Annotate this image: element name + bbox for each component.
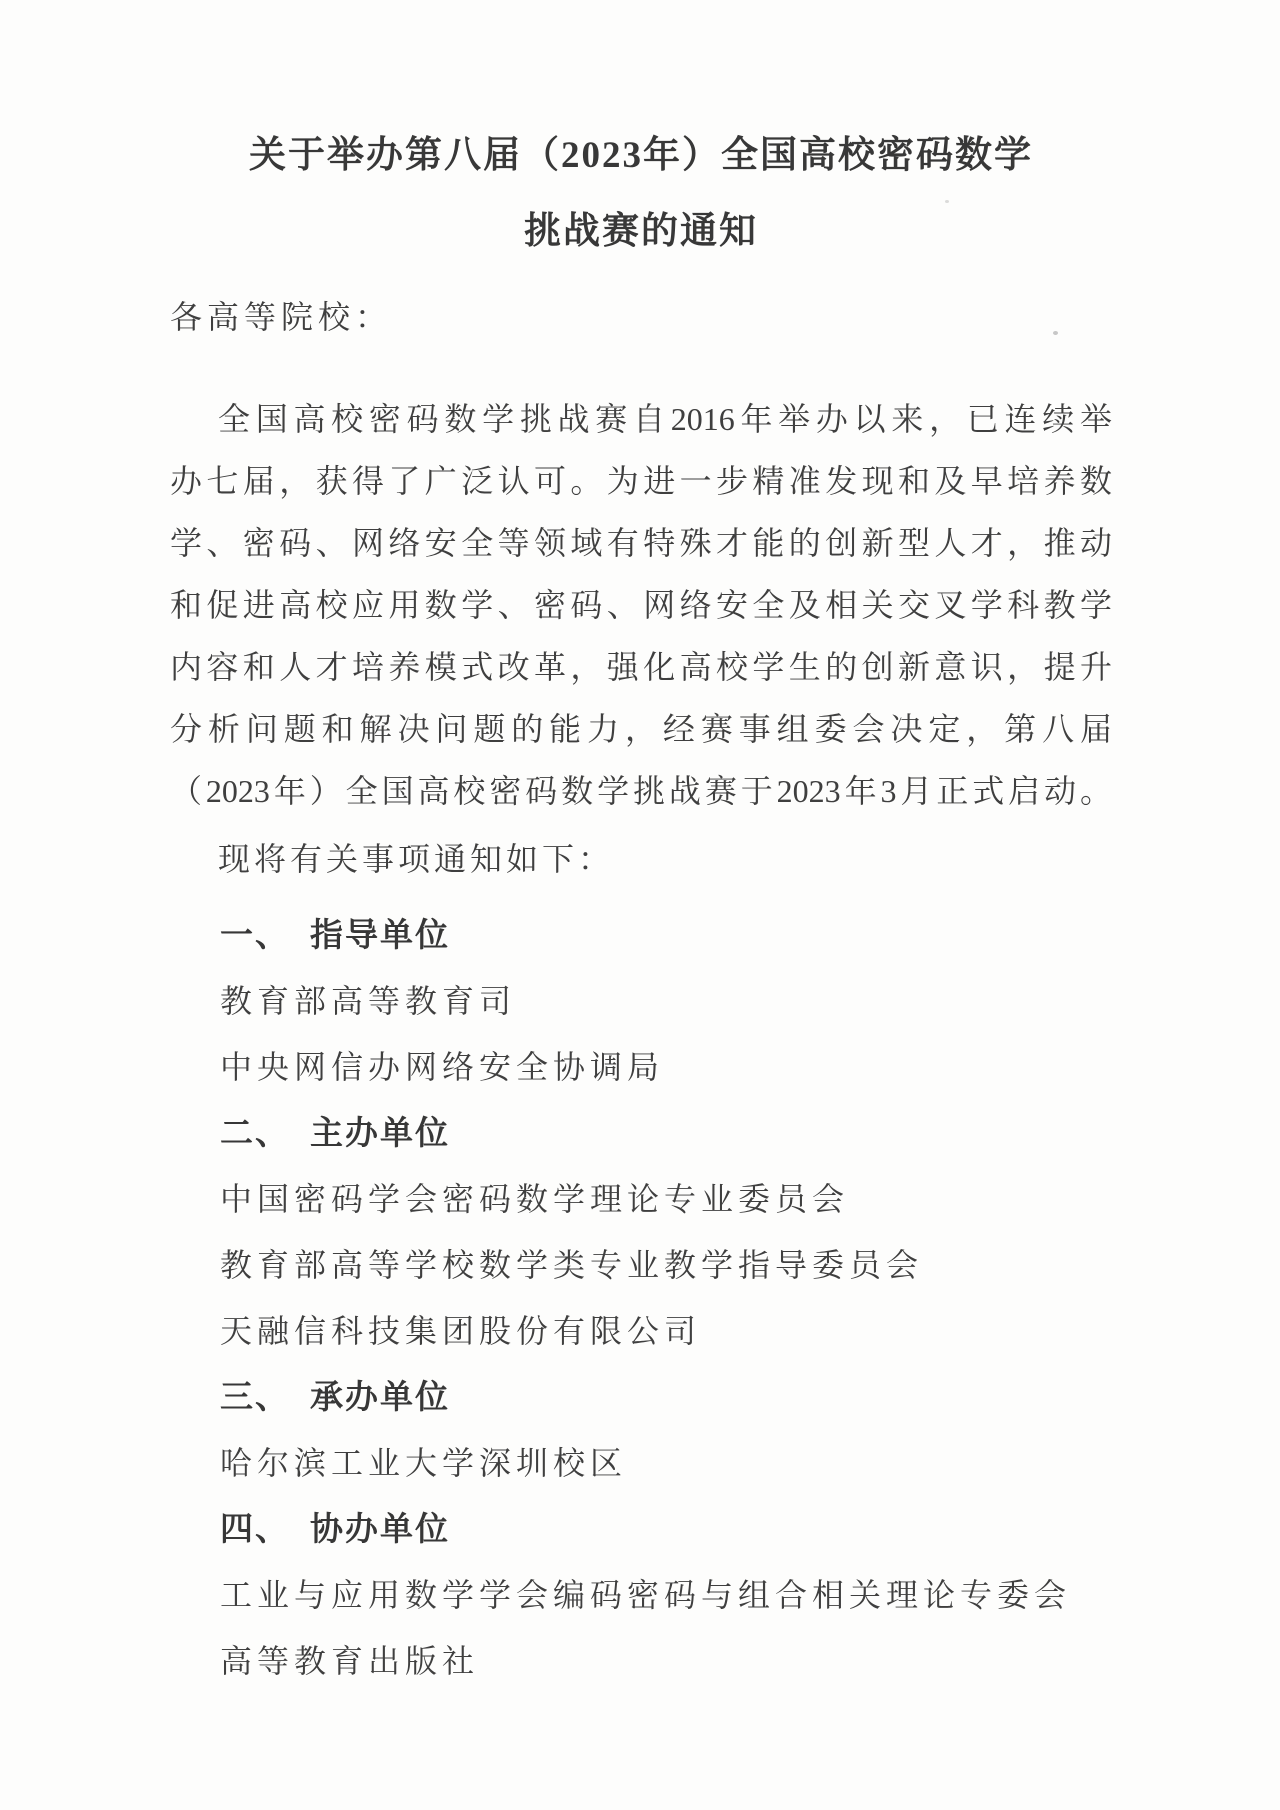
sections — [170, 902, 1112, 1694]
section-label: 主办单位 — [310, 1114, 450, 1151]
paragraph-line: 和促进高校应用数学、密码、网络安全及相关交叉学科教学 — [170, 587, 1112, 623]
section-item: 高等教育出版社 — [220, 1643, 480, 1679]
section-heading — [170, 1364, 1112, 1430]
section-item: 中国密码学会密码数学理论专业委员会 — [220, 1181, 850, 1217]
section-item: 工业与应用数学学会编码密码与组合相关理论专委会 — [220, 1577, 1072, 1613]
paragraph-line: （2023年）全国高校密码数学挑战赛于2023年3月正式启动。 — [170, 773, 1112, 809]
section-number: 四、 — [220, 1510, 290, 1547]
section-item: 哈尔滨工业大学深圳校区 — [220, 1445, 628, 1481]
section-heading — [170, 902, 1112, 968]
section-number: 二、 — [220, 1114, 290, 1151]
section-heading — [170, 1100, 1112, 1166]
paragraph-line: 办七届，获得了广泛认可。为进一步精准发现和及早培养数 — [170, 463, 1112, 499]
document-title — [170, 118, 1112, 270]
section-heading — [170, 1496, 1112, 1562]
paragraph-line: 学、密码、网络安全等领域有特殊才能的创新型人才，推动 — [170, 525, 1112, 561]
document-title-line1: 关于举办第八届（2023年）全国高校密码数学 — [249, 135, 1033, 176]
paragraph-line: 分析问题和解决问题的能力，经赛事组委会决定，第八届 — [170, 711, 1112, 747]
section-label: 承办单位 — [310, 1378, 450, 1415]
section-item: 中央网信办网络安全协调局 — [220, 1049, 665, 1085]
salutation: 各高等院校： — [170, 299, 393, 335]
section-number: 三、 — [220, 1378, 290, 1415]
section-item: 天融信科技集团股份有限公司 — [220, 1313, 702, 1349]
paragraph-line: 全国高校密码数学挑战赛自2016年举办以来，已连续举 — [218, 401, 1112, 437]
notice-line: 现将有关事项通知如下： — [218, 841, 615, 877]
document-title-line2: 挑战赛的通知 — [524, 211, 758, 252]
section-item: 教育部高等教育司 — [220, 983, 517, 1019]
section-number: 一、 — [220, 916, 290, 953]
opening-paragraph — [170, 388, 1112, 822]
paragraph-line: 内容和人才培养模式改革，强化高校学生的创新意识，提升 — [170, 649, 1112, 685]
section-item: 教育部高等学校数学类专业教学指导委员会 — [220, 1247, 924, 1283]
section-label: 指导单位 — [310, 916, 450, 953]
section-label: 协办单位 — [310, 1510, 450, 1547]
document-content — [170, 118, 1112, 1694]
